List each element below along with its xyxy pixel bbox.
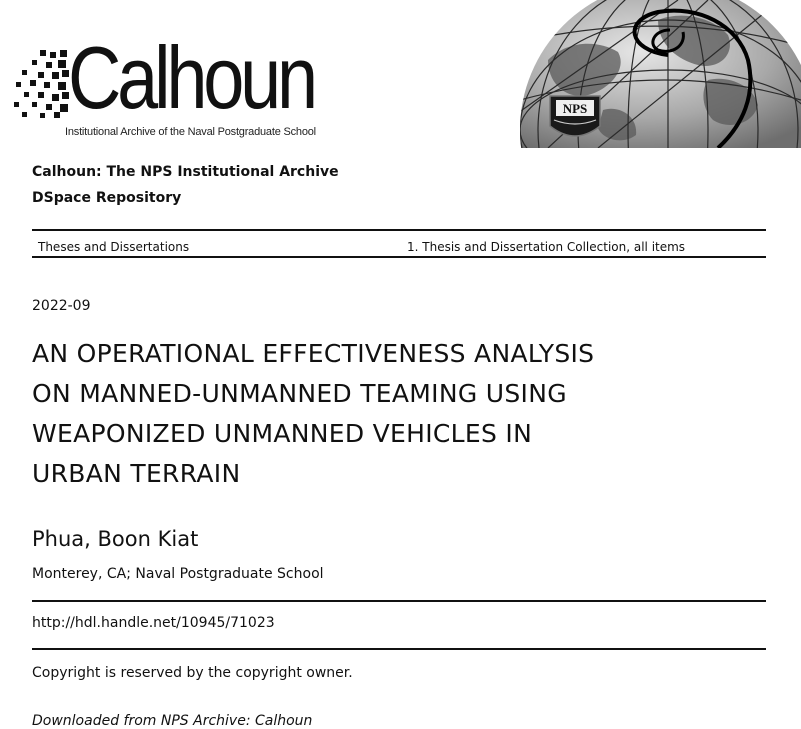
calhoun-logo — [14, 28, 316, 145]
repository-type: DSpace Repository — [32, 190, 182, 206]
globe-seal-image — [508, 0, 801, 148]
collection-all-items-link[interactable]: 1. Thesis and Dissertation Collection, all items — [407, 240, 686, 254]
title-line: URBAN TERRAIN — [32, 459, 241, 488]
record-author: Phua, Boon Kiat — [32, 527, 199, 551]
title-line: WEAPONIZED UNMANNED VEHICLES IN — [32, 419, 533, 448]
nps-seal-icon — [550, 96, 600, 136]
record-date: 2022-09 — [32, 298, 91, 314]
record-title — [32, 334, 672, 494]
divider — [32, 229, 766, 231]
title-line: ON MANNED-UNMANNED TEAMING USING — [32, 379, 567, 408]
logo-wordmark: Calhoun — [68, 28, 314, 127]
divider — [32, 256, 766, 258]
collection-theses-link[interactable]: Theses and Dissertations — [38, 240, 190, 254]
logo-subtitle: Institutional Archive of the Naval Postgraduate School — [65, 126, 316, 138]
svg-text:NPS: NPS — [562, 101, 588, 116]
copyright-notice: Copyright is reserved by the copyright owner. — [32, 665, 353, 681]
downloaded-from-note: Downloaded from NPS Archive: Calhoun — [32, 713, 313, 729]
repository-name: Calhoun: The NPS Institutional Archive — [32, 164, 339, 180]
pixel-pattern-icon — [14, 50, 70, 120]
handle-link[interactable]: http://hdl.handle.net/10945/71023 — [32, 615, 275, 631]
record-publisher: Monterey, CA; Naval Postgraduate School — [32, 566, 324, 582]
divider — [32, 648, 766, 650]
divider — [32, 600, 766, 602]
title-line: AN OPERATIONAL EFFECTIVENESS ANALYSIS — [32, 339, 595, 368]
